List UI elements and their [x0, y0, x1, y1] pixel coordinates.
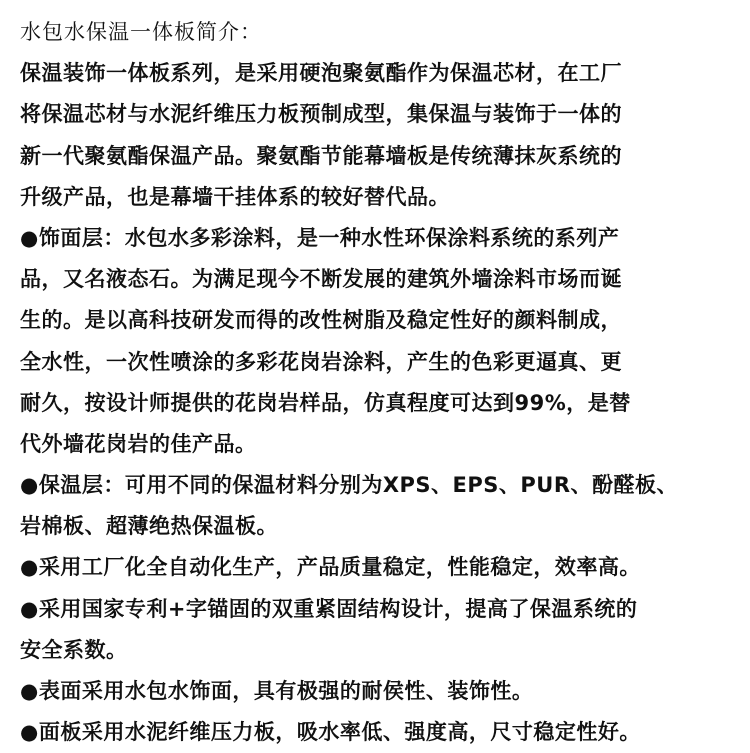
text-line-5: ●饰面层：水包水多彩涂料，是一种水性环保涂料系统的系列产	[20, 225, 620, 250]
text-line-9: 耐久，按设计师提供的花岗岩样品，仿真程度可达到99%，是替	[20, 390, 631, 415]
text-line-16: ●表面采用水包水饰面，具有极强的耐侯性、装饰性。	[20, 679, 534, 703]
text-line-2: 将保温芯材与水泥纤维压力板预制成型，集保温与装饰于一体的	[20, 102, 622, 127]
text-line-7: 生的。是以高科技研发而得的改性树脂及稳定性好的颜料制成，	[20, 308, 622, 333]
text-line-15: 安全系数。	[20, 637, 128, 662]
text-line-14: ●采用国家专利+字锚固的双重紧固结构设计，提高了保温系统的	[20, 596, 638, 621]
text-line-4: 升级产品，也是幕墙干挂体系的较好替代品。	[20, 184, 450, 209]
text-line-3: 新一代聚氨酯保温产品。聚氨酯节能幕墙板是传统薄抹灰系统的	[20, 143, 622, 168]
text-line-10: 代外墙花岗岩的佳产品。	[20, 431, 257, 456]
text-line-13: ●采用工厂化全自动化生产，产品质量稳定，性能稳定，效率高。	[20, 555, 641, 580]
document-title: 水包水保温一体板简介：	[20, 20, 262, 44]
text-line-17: ●面板采用水泥纤维压力板，吸水率低、强度高，尺寸稳定性好。	[20, 720, 641, 745]
text-line-6: 品，又名液态石。为满足现今不断发展的建筑外墙涂料市场而诞	[20, 267, 622, 292]
text-line-8: 全水性，一次性喷涂的多彩花岗岩涂料，产生的色彩更逼真、更	[20, 349, 622, 374]
text-line-11: ●保温层：可用不同的保温材料分别为XPS、EPS、PUR、酚醛板、	[20, 473, 679, 498]
text-line-12: 岩棉板、超薄绝热保温板。	[20, 514, 278, 539]
document-body	[20, 12, 745, 753]
text-line-1: 保温装饰一体板系列，是采用硬泡聚氨酯作为保温芯材，在工厂	[20, 61, 622, 86]
